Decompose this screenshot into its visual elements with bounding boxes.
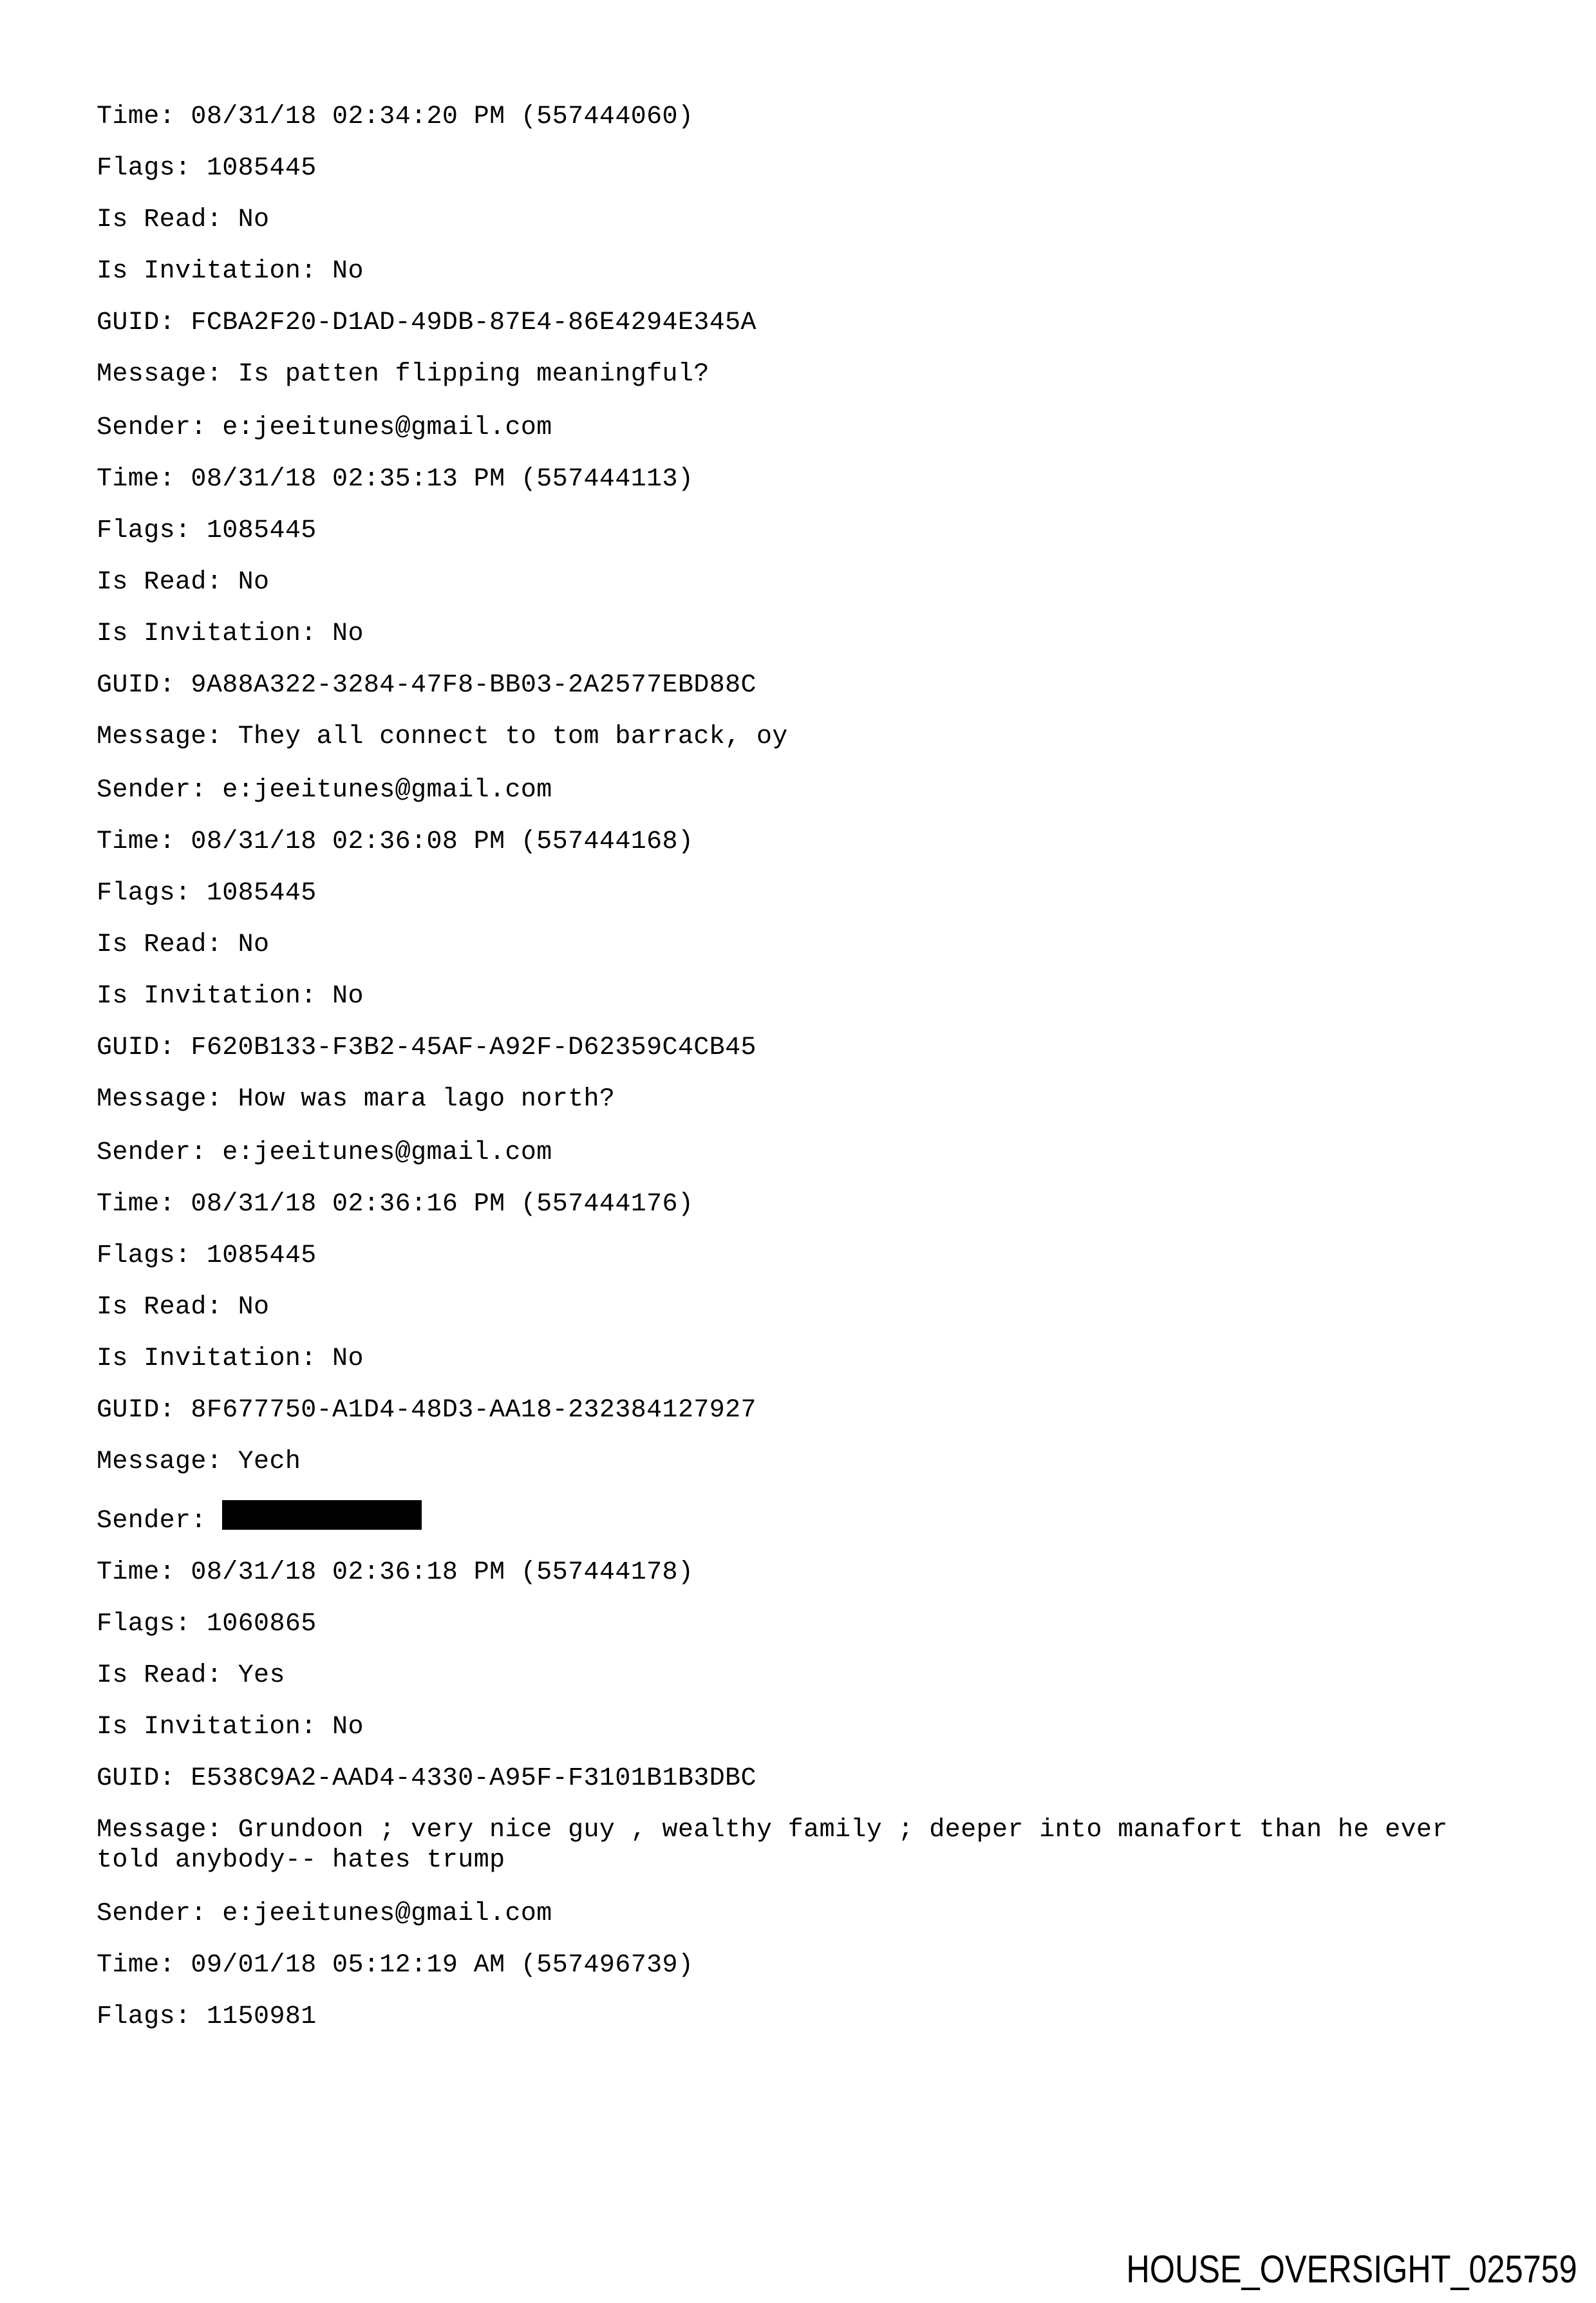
field-is-read: Is Read: No [97,1293,270,1322]
field-guid: GUID: F620B133-F3B2-45AF-A92F-D62359C4CB45 [97,1033,756,1062]
field-message: Message: Is patten flipping meaningful? [97,360,709,389]
redaction-box [222,1500,422,1530]
field-sender: Sender: e:jeeitunes@gmail.com [97,1899,552,1928]
field-is-read: Is Read: Yes [97,1661,285,1690]
message-record [97,775,1481,1114]
field-sender: Sender: e:jeeitunes@gmail.com [97,1138,552,1167]
field-time: Time: 08/31/18 02:36:18 PM (557444178) [97,1558,694,1587]
field-is-read: Is Read: No [97,568,270,597]
field-is-invitation: Is Invitation: No [97,257,364,286]
field-flags: Flags: 1085445 [97,879,317,908]
message-record [97,1899,1481,2032]
field-is-invitation: Is Invitation: No [97,1344,364,1373]
field-sender-redacted [97,1500,1481,1536]
field-time: Time: 09/01/18 05:12:19 AM (557496739) [97,1951,694,1980]
message-record [97,1138,1481,1477]
field-guid: GUID: FCBA2F20-D1AD-49DB-87E4-86E4294E345A [97,308,756,337]
document-text [97,102,1481,2055]
field-flags: Flags: 1150981 [97,2002,317,2031]
field-time: Time: 08/31/18 02:36:08 PM (557444168) [97,827,694,856]
field-flags: Flags: 1085445 [97,516,317,545]
field-flags: Flags: 1060865 [97,1610,317,1639]
field-flags: Flags: 1085445 [97,1241,317,1270]
field-time: Time: 08/31/18 02:34:20 PM (557444060) [97,102,694,131]
field-sender: Sender: e:jeeitunes@gmail.com [97,776,552,805]
bates-number: HOUSE_OVERSIGHT_025759 [1126,2248,1577,2291]
field-is-invitation: Is Invitation: No [97,1713,364,1742]
field-time: Time: 08/31/18 02:35:13 PM (557444113) [97,465,694,494]
field-sender-label: Sender: [97,1507,207,1536]
field-is-read: Is Read: No [97,205,270,234]
field-is-invitation: Is Invitation: No [97,619,364,648]
message-record [97,102,1481,390]
field-sender: Sender: e:jeeitunes@gmail.com [97,413,552,442]
field-guid: GUID: 9A88A322-3284-47F8-BB03-2A2577EBD88C [97,671,756,700]
field-is-invitation: Is Invitation: No [97,982,364,1011]
field-flags: Flags: 1085445 [97,154,317,183]
field-is-read: Is Read: No [97,930,270,959]
field-message: Message: Yech [97,1447,301,1476]
field-message: Message: How was mara lago north? [97,1085,615,1114]
field-guid: GUID: E538C9A2-AAD4-4330-A95F-F3101B1B3DBC [97,1764,756,1793]
field-guid: GUID: 8F677750-A1D4-48D3-AA18-232384127927 [97,1396,756,1425]
message-record [97,1500,1481,1875]
message-record [97,413,1481,752]
field-time: Time: 08/31/18 02:36:16 PM (557444176) [97,1190,694,1219]
field-message: Message: Grundoon ; very nice guy , wealthy family ; deeper into manafort than he ever told anybody-- hates trump [97,1816,1448,1875]
field-message: Message: They all connect to tom barrack, oy [97,722,788,751]
